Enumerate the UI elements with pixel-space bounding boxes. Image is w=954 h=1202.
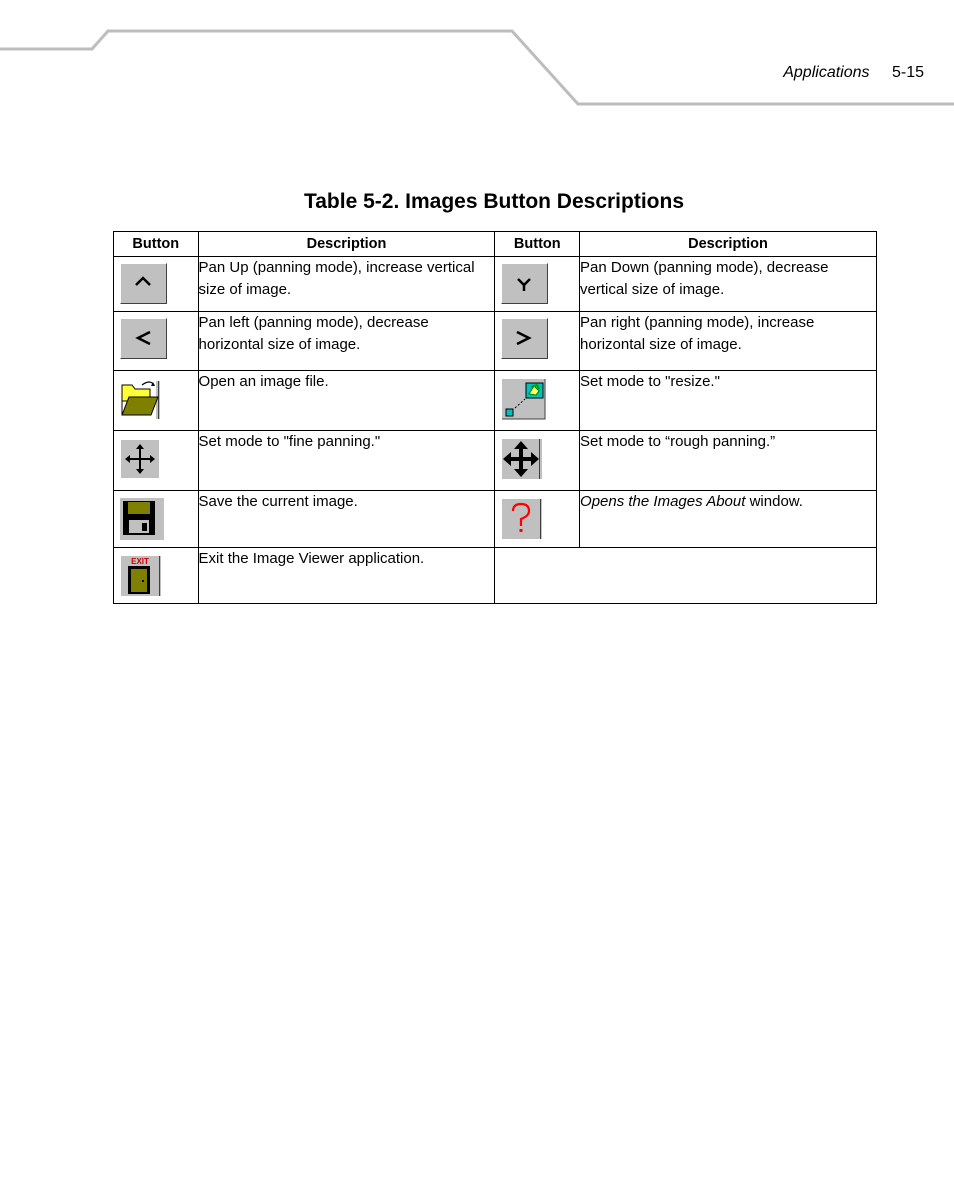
table-header-row <box>114 232 877 257</box>
running-header <box>783 64 924 82</box>
save-disk-icon <box>120 497 168 541</box>
table-row <box>114 431 877 491</box>
description-cell: Pan Down (panning mode), decrease vertical size of image. <box>580 257 877 312</box>
table-row <box>114 371 877 431</box>
open-folder-icon <box>120 377 168 421</box>
header-page-number: 5-15 <box>891 64 924 81</box>
table-title: Table 5-2. Images Button Descriptions <box>303 190 685 213</box>
pan-down-icon <box>501 263 549 307</box>
description-text: window. <box>745 493 803 510</box>
header-section-title: Applications <box>783 64 870 81</box>
description-cell: Open an image file. <box>198 371 495 431</box>
description-cell: Exit the Image Viewer application. <box>198 548 495 604</box>
column-header: Description <box>198 232 495 257</box>
empty-cell <box>495 548 877 604</box>
pan-right-icon <box>501 318 549 362</box>
pan-left-icon <box>120 318 168 362</box>
button-description-table <box>113 231 877 604</box>
description-cell: Pan left (panning mode), decrease horizontal size of image. <box>198 312 495 371</box>
description-cell: Set mode to “rough panning.” <box>580 431 877 491</box>
column-header: Button <box>114 232 199 257</box>
description-cell: Pan right (panning mode), increase horizontal size of image. <box>580 312 877 371</box>
header-rule <box>0 0 954 110</box>
description-italic-text: Opens the Images About <box>580 493 746 510</box>
description-cell: Set mode to "fine panning." <box>198 431 495 491</box>
exit-sign-label: EXIT <box>131 557 149 566</box>
table-row <box>114 257 877 312</box>
pan-up-icon <box>120 263 168 307</box>
help-question-icon <box>501 497 549 541</box>
table-row <box>114 548 877 604</box>
rough-pan-icon <box>501 437 549 481</box>
description-cell: Save the current image. <box>198 491 495 548</box>
table-row <box>114 491 877 548</box>
column-header: Description <box>580 232 877 257</box>
table-row <box>114 312 877 371</box>
fine-pan-icon <box>120 437 168 481</box>
column-header: Button <box>495 232 580 257</box>
description-cell: Pan Up (panning mode), increase vertical size of image. <box>198 257 495 312</box>
resize-icon <box>501 377 549 421</box>
description-cell: Set mode to "resize." <box>580 371 877 431</box>
exit-door-icon <box>120 554 168 598</box>
